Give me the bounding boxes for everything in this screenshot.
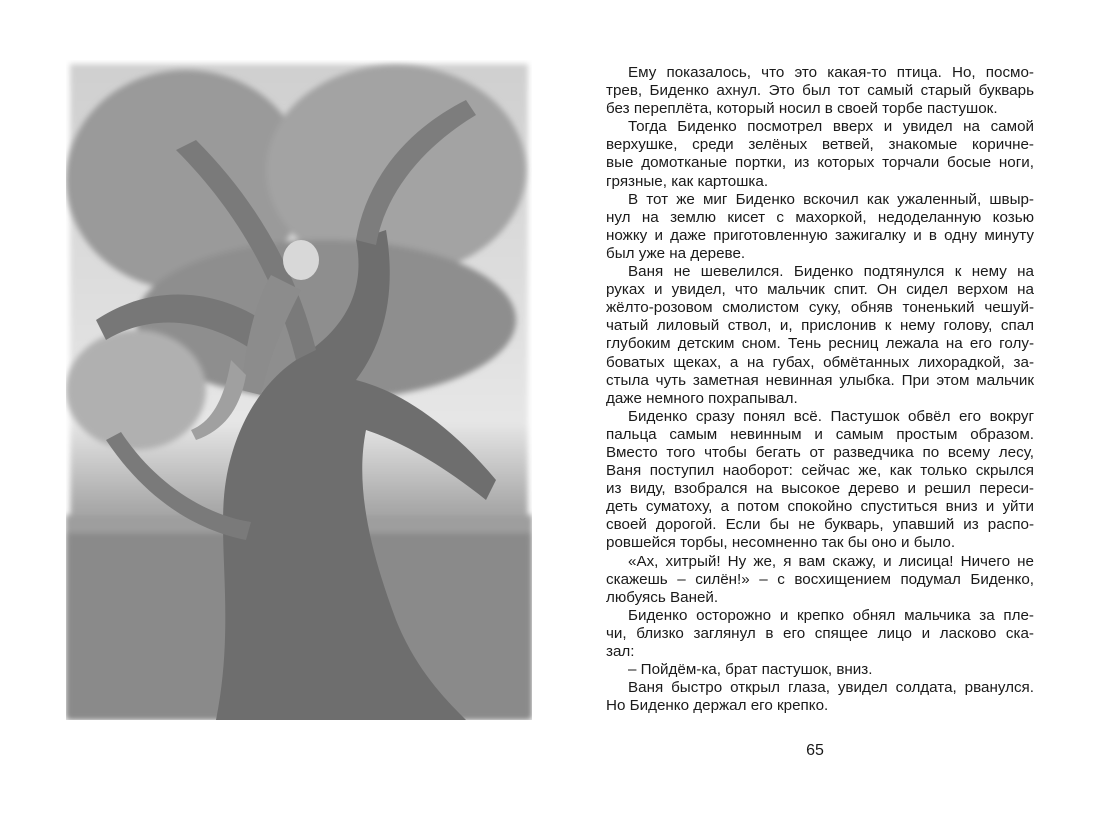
text-line: Но Биденко держал его крепко. (606, 697, 829, 715)
text-line: Биденко сразу понял всё. Пастушок обвёл его вокруг (628, 407, 1034, 425)
tree-illustration (66, 60, 532, 720)
text-line: без переплёта, который носил в своей торбе пастушок. (606, 100, 998, 118)
paragraph (606, 263, 1034, 408)
story-text (606, 64, 1034, 715)
text-line: трев, Биденко ахнул. Это был тот самый старый букварь (606, 82, 1034, 100)
paragraph (606, 118, 1034, 190)
text-line: Ваня поступил наоборот: сейчас же, как только скрылся (606, 462, 1034, 480)
text-line: своей дорогой. Если бы не букварь, упавший из распо- (606, 516, 1034, 534)
text-line: стыла чуть заметная невинная улыбка. При этом мальчик (606, 371, 1034, 389)
text-line: нул на землю кисет с махоркой, недоделанную козью (606, 208, 1034, 226)
text-line: Тогда Биденко посмотрел вверх и увидел на самой (628, 118, 1034, 136)
text-line: «Ах, хитрый! Ну же, я вам скажу, и лисица! Ничего не (628, 552, 1034, 570)
text-line: боватых щеках, а на губах, обмётанных лихорадкой, за- (606, 353, 1034, 371)
paragraph (606, 408, 1034, 553)
text-line: грязные, как картошка. (606, 172, 769, 190)
text-line: В тот же миг Биденко вскочил как ужаленный, швыр- (628, 190, 1034, 208)
text-line: Ваня не шевелился. Биденко подтянулся к нему на (628, 263, 1034, 281)
paragraph (606, 64, 1034, 118)
text-line: Вместо того чтобы бегать от разведчика по всему лесу, (606, 443, 1034, 461)
tree-illustration-drawing (66, 60, 532, 720)
text-line: вые домотканые портки, из которых торчали босые ноги, (606, 154, 1034, 172)
text-line: ровшейся торбы, несомненно так бы оно и было. (606, 534, 956, 552)
text-line: ножку и даже приготовленную зажигалку и в одну минуту (606, 226, 1034, 244)
text-line: деть суматоху, а потом спокойно спуститься вниз и уйти (606, 498, 1034, 516)
paragraph (606, 553, 1034, 607)
text-line: Ваня быстро открыл глаза, увидел солдата, рванулся. (628, 679, 1034, 697)
paragraph (606, 661, 1034, 679)
text-line: Биденко осторожно и крепко обнял мальчика за пле- (628, 606, 1034, 624)
text-line: был уже на дереве. (606, 244, 746, 262)
page-number: 65 (806, 742, 824, 759)
text-line: чатый лиловый ствол, и, прислонив к нему голову, спал (606, 317, 1034, 335)
paragraph (606, 191, 1034, 263)
paragraph (606, 679, 1034, 715)
text-line: скажешь – силён!» – с восхищением подумал Биденко, (606, 570, 1034, 588)
text-line: даже немного похрапывал. (606, 389, 798, 407)
text-line: жёлто-розовом смолистом суку, обняв тоненький чешуй- (606, 299, 1034, 317)
text-line: из виду, взобрался на высокое дерево и решил переси- (606, 480, 1034, 498)
paragraph (606, 607, 1034, 661)
text-line: чи, близко заглянул в его спящее лицо и ласково ска- (606, 624, 1034, 642)
text-line: – Пойдём-ка, брат пастушок, вниз. (628, 661, 873, 679)
text-line: зал: (606, 643, 635, 660)
text-line: глубоким детским сном. Тень ресниц лежала на его голу- (606, 335, 1034, 353)
text-line: Ему показалось, что это какая-то птица. Но, посмо- (628, 64, 1034, 81)
text-line: верхушке, среди зелёных ветвей, знакомые коричне- (606, 136, 1034, 154)
text-line: пальца самым невинным и самым простым образом. (606, 425, 1034, 443)
text-line: любуясь Ваней. (606, 588, 719, 606)
text-line: руках и увидел, что мальчик спит. Он сидел верхом на (606, 281, 1034, 299)
